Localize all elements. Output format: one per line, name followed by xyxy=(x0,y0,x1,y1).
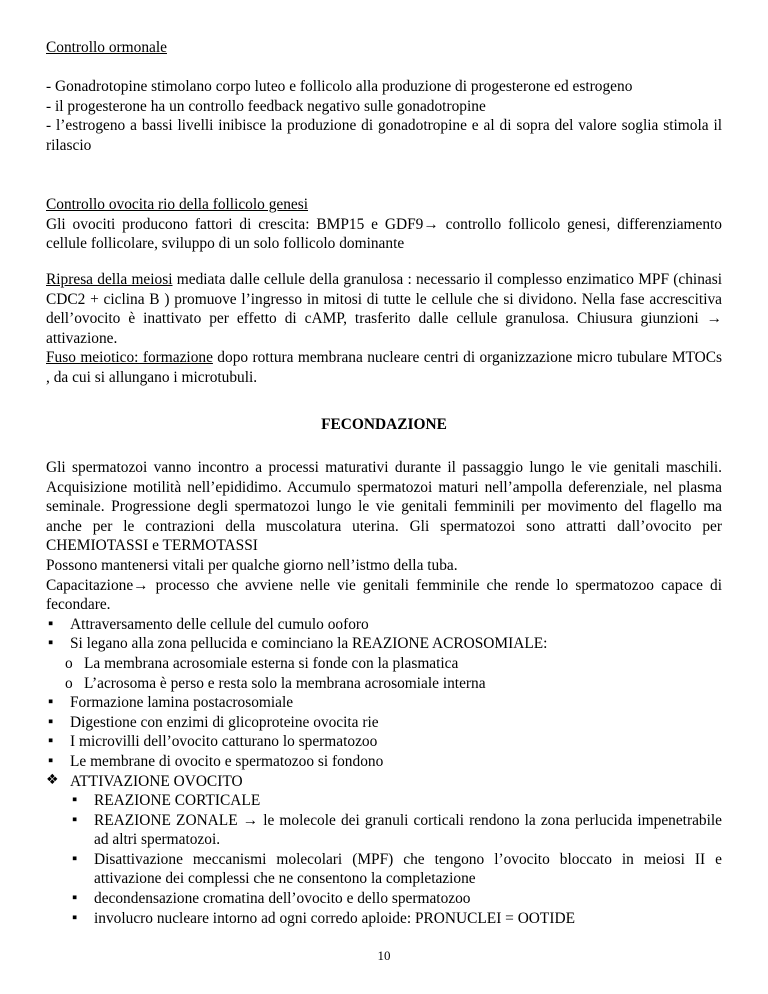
attivazione-label: ATTIVAZIONE OVOCITO xyxy=(70,772,243,790)
list-item: ▪ Attraversamento delle cellule del cumulo ooforo xyxy=(46,615,722,635)
list-item: ▪ I microvilli dell’ovocito catturano lo spermatozoo xyxy=(46,732,722,752)
text-line: Capacitazione→ processo che avviene nelle vie genitali femminile che rende lo spermatozoo capace di fecondare. xyxy=(46,576,722,614)
bullet-list xyxy=(46,615,722,929)
sub-item-text: L’acrosoma è perso e resta solo la membrana acrosomiale interna xyxy=(84,674,486,692)
page-number: 10 xyxy=(377,948,391,963)
nested-list-item: ▪ REAZIONE CORTICALE xyxy=(46,791,722,811)
page-title: FECONDAZIONE xyxy=(321,416,447,433)
paragraph: Gli spermatozoi vanno incontro a processi maturativi durante il passaggio lungo le vie genitali maschili. Acquisizione motilità nell’epididimo. Accumulo spermatozoi maturi nell’ampolla deferenziale, nel plasma seminale. Progressione degli spermatozoi lungo le vie genitali femminili per movimento del flagello ma anche per le contrazioni della muscolatura uterina. Gli spermatozoi sono attratti dall’ovocito per CHEMIOTASSI e TERMOTASSI xyxy=(46,459,722,555)
text-line: Possono mantenersi vitali per qualche giorno nell’istmo della tuba. xyxy=(46,556,458,574)
circle-bullet-icon: o xyxy=(65,654,73,672)
text-line: - il progesterone ha un controllo feedback negativo sulle gonadotropine xyxy=(46,97,486,115)
list-item: ▪ Si legano alla zona pellucida e cominciano la REAZIONE ACROSOMIALE: xyxy=(46,634,722,654)
list-item: ▪ Formazione lamina postacrosomiale xyxy=(46,693,722,713)
section-lead: Ripresa della meiosi xyxy=(46,271,173,288)
paragraph: Gli ovociti producono fattori di crescita: BMP15 e GDF9→ controllo follicolo genesi, differenziamento cellule follicolare, sviluppo di un solo follicolo dominante xyxy=(46,215,722,253)
section-fecondazione xyxy=(46,458,722,928)
nested-list-item: ▪ REAZIONE ZONALE → le molecole dei granuli corticali rendono la zona perlucida impenetrabile ad altri spermatozoi. xyxy=(46,811,722,850)
nested-list-item: ▪ Disattivazione meccanismi molecolari (MPF) che tengono l’ovocito bloccato in meiosi II e attivazione dei complessi che ne consentono la completazione xyxy=(46,850,722,889)
circle-bullet-icon: o xyxy=(65,674,73,692)
paragraph: dopo rottura membrana nucleare centri di organizzazione micro tubulare MTOCs , da cui si allungano i microtubuli. xyxy=(46,349,722,386)
nested-list-item: ▪ involucro nucleare intorno ad ogni corredo aploide: PRONUCLEI = OOTIDE xyxy=(46,909,722,929)
nested-list-item: ▪ decondensazione cromatina dell’ovocito e dello spermatozoo xyxy=(46,889,722,909)
section-ripresa-meiosi xyxy=(46,270,722,348)
section-controllo-ovocitario xyxy=(46,195,722,254)
diamond-bullet-icon: ❖ xyxy=(46,771,59,788)
text-line: - l’estrogeno a bassi livelli inibisce la produzione di gonadotropine e al di sopra del valore soglia stimola il rilascio xyxy=(46,117,722,154)
text-line: - Gonadrotopine stimolano corpo luteo e follicolo alla produzione di progesterone ed estrogeno xyxy=(46,78,633,96)
list-item: ▪ Digestione con enzimi di glicoproteine ovocita rie xyxy=(46,713,722,733)
list-item: ▪ Le membrane di ovocito e spermatozoo si fondono xyxy=(46,752,722,772)
section-heading: Controllo ovocita rio della follicolo genesi xyxy=(46,196,309,213)
section-fuso-meiotico xyxy=(46,348,722,387)
section-controllo-ormonale xyxy=(46,38,722,156)
sub-list-item xyxy=(46,674,722,694)
section-heading: Controllo ormonale xyxy=(46,39,167,56)
sub-item-text: La membrana acrosomiale esterna si fonde con la plasmatica xyxy=(84,654,459,672)
attivazione-heading xyxy=(46,772,722,792)
paragraph: mediata dalle cellule della granulosa : necessario il complesso enzimatico MPF (chinasi CDC2 + ciclina B ) promuove l’ingresso in mitosi di tutte le cellule che si dividono. Nella fase accrescitiva dell’ovocito è inattivato per effetto di cAMP, trasferito dalle cellule granulosa. Chiusura giunzioni → attivazione. xyxy=(46,271,722,347)
section-lead: Fuso meiotico: formazione xyxy=(46,349,213,366)
sub-list-item xyxy=(46,654,722,674)
